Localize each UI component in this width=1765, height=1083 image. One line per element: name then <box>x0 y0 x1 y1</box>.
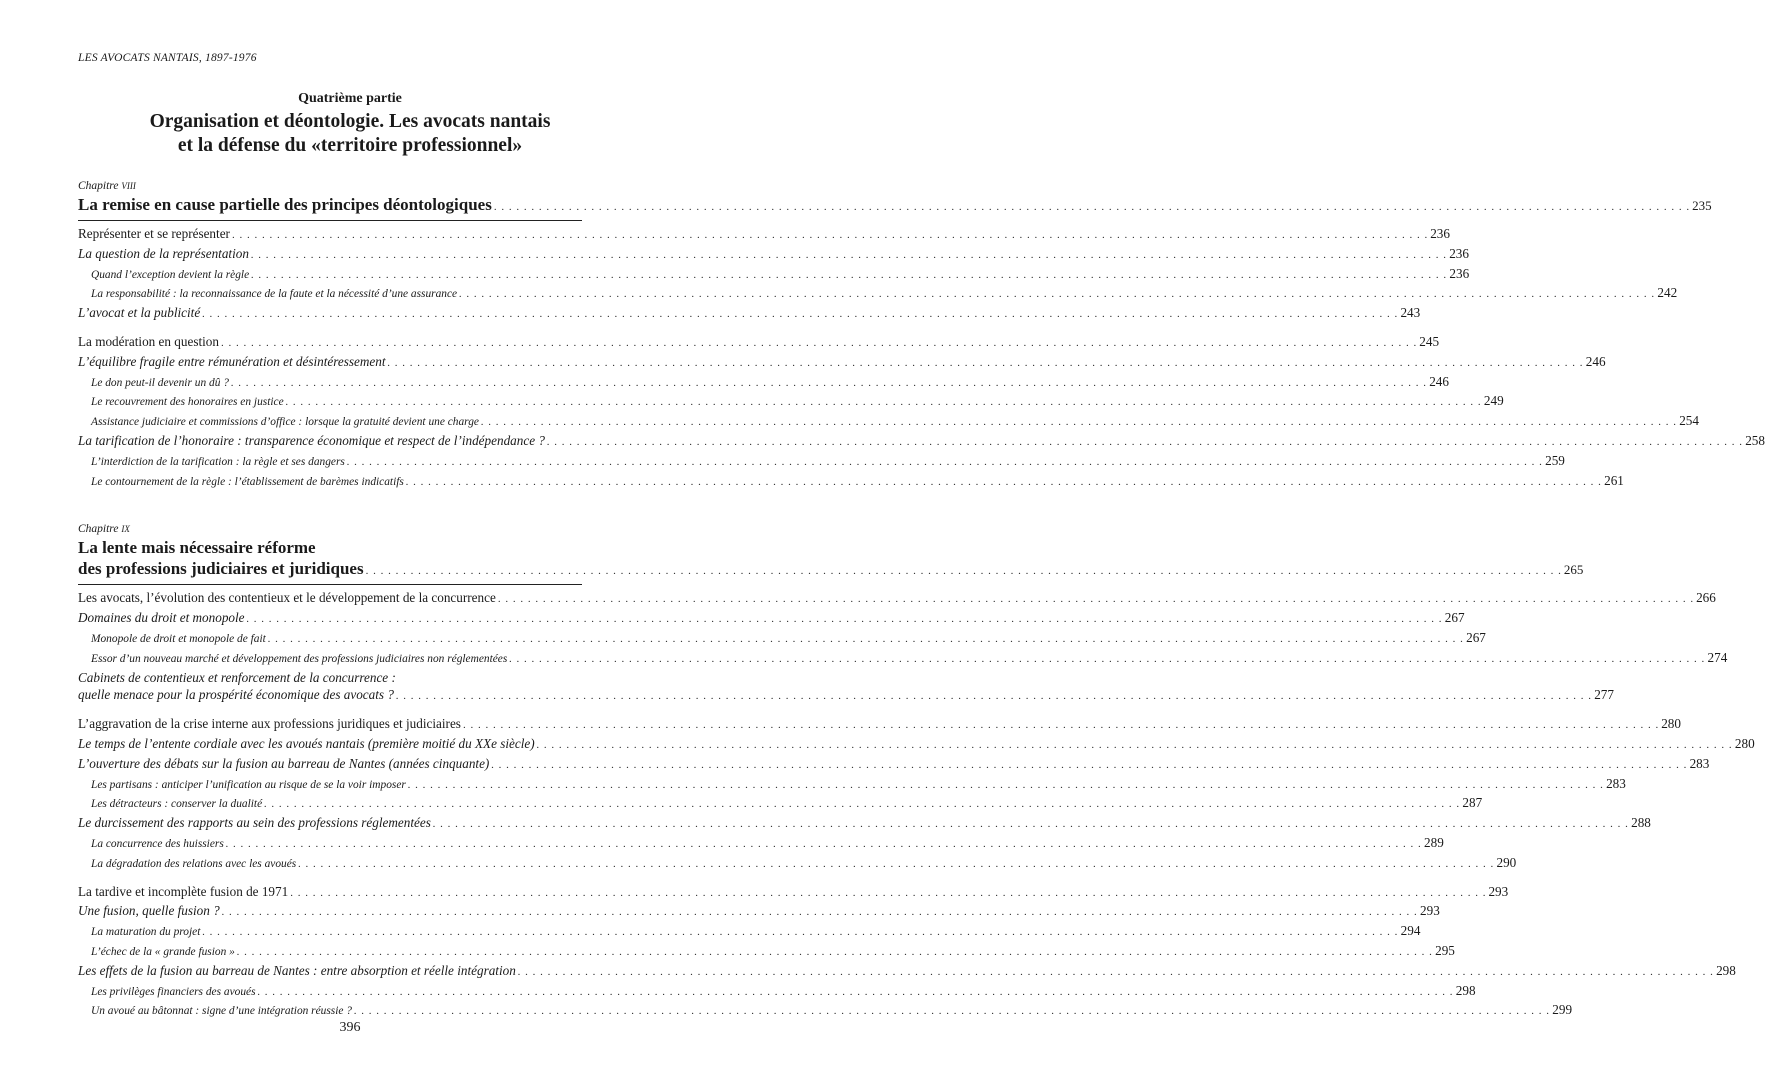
toc-entry-level-3[interactable] <box>78 922 1421 942</box>
toc-entry-level-2[interactable] <box>78 755 1710 775</box>
entry-title: La responsabilité : la reconnaissance de la faute et la nécessité d’une assurance <box>91 288 458 301</box>
entry-page: 258 <box>1745 432 1765 448</box>
toc-entry-level-1[interactable] <box>78 225 1450 245</box>
entry-title: L’échec de la « grande fusion » <box>91 945 235 958</box>
entry-title: La modération en question <box>78 333 219 349</box>
entry-title: Les détracteurs : conserver la dualité <box>91 798 263 811</box>
entry-title: Le recouvrement des honoraires en justice <box>91 396 284 409</box>
chapter-numeral: VIII <box>121 181 136 191</box>
entry-title: Un avoué au bâtonnat : signe d’une intégration réussie ? <box>91 1005 353 1018</box>
chapter-label <box>78 521 582 537</box>
toc-entry-level-3[interactable] <box>78 472 1624 492</box>
toc-entry-line: Cabinets de contentieux et renforcement de la concurrence : <box>78 669 396 685</box>
entry-page: 293 <box>1488 883 1509 899</box>
entry-page: 277 <box>1594 687 1614 703</box>
entry-title: L’ouverture des débats sur la fusion au barreau de Nantes (années cinquante) <box>78 755 490 771</box>
dot-leader: . . . . . . . . . . . . . . . . . . . . . . . . . . . . . . . . . . . . . . . . . . . . . . . . . . . . . . . . . . . . . . . . . . . . . . . . . . . . . . . . . . . . . . . . . . . . . . . . . . . . . . . . . . . . . . . . . . . . . . . . . . . . . . . . . . . . . . . . . . . . . . . . . . . . . . . . . . . . . . . . <box>462 719 1660 732</box>
dot-leader: . . . . . . . . . . . . . . . . . . . . . . . . . . . . . . . . . . . . . . . . . . . . . . . . . . . . . . . . . . . . . . . . . . . . . . . . . . . . . . . . . . . . . . . . . . . . . . . . . . . . . . . . . . . . . . . . . . . . . . . . . . . . . . . . . . . . . . . . . . . . . . . . . . . . . . . . . . . . . . . . <box>459 288 1656 301</box>
part-title <box>100 110 600 158</box>
entry-title: L’aggravation de la crise interne aux professions juridiques et judiciaires <box>78 716 461 732</box>
entry-page: 288 <box>1631 815 1651 831</box>
dot-leader: . . . . . . . . . . . . . . . . . . . . . . . . . . . . . . . . . . . . . . . . . . . . . . . . . . . . . . . . . . . . . . . . . . . . . . . . . . . . . . . . . . . . . . . . . . . . . . . . . . . . . . . . . . . . . . . . . . . . . . . . . . . . . . . . . . . . . . . . . . . . . . . . . . . . . . . . . . . . . . . . <box>267 632 1465 645</box>
entry-title: La remise en cause partielle des principes déontologiques <box>78 195 492 214</box>
entry-page: 280 <box>1661 716 1681 732</box>
chapter-rule <box>78 220 582 221</box>
dot-leader: . . . . . . . . . . . . . . . . . . . . . . . . . . . . . . . . . . . . . . . . . . . . . . . . . . . . . . . . . . . . . . . . . . . . . . . . . . . . . . . . . . . . . . . . . . . . . . . . . . . . . . . . . . . . . . . . . . . . . . . . . . . . . . . . . . . . . . . . . . . . . . . . . . . . . . . . . . . . . . . . <box>298 857 1495 870</box>
toc-entry-level-2[interactable] <box>78 735 1755 755</box>
dot-leader: . . . . . . . . . . . . . . . . . . . . . . . . . . . . . . . . . . . . . . . . . . . . . . . . . . . . . . . . . . . . . . . . . . . . . . . . . . . . . . . . . . . . . . . . . . . . . . . . . . . . . . . . . . . . . . . . . . . . . . . . . . . . . . . . . . . . . . . . . . . . . . . . . . . . . . . . . . . . . . . . <box>536 738 1733 751</box>
entry-page: 294 <box>1400 923 1421 939</box>
toc-entry-level-3[interactable] <box>78 649 1728 669</box>
section-spacer <box>78 874 582 883</box>
entry-page: 236 <box>1430 226 1450 241</box>
entry-title: quelle menace pour la prospérité économique des avocats ? <box>78 687 394 703</box>
dot-leader: . . . . . . . . . . . . . . . . . . . . . . . . . . . . . . . . . . . . . . . . . . . . . . . . . . . . . . . . . . . . . . . . . . . . . . . . . . . . . . . . . . . . . . . . . . . . . . . . . . . . . . . . . . . . . . . . . . . . . . . . . . . . . . . . . . . . . . . . . . . . . . . . . . . . . . . . . . . . . . . . <box>509 652 1706 665</box>
entry-title: Le contournement de la règle : l’établissement de barèmes indicatifs <box>91 475 404 488</box>
dot-leader: . . . . . . . . . . . . . . . . . . . . . . . . . . . . . . . . . . . . . . . . . . . . . . . . . . . . . . . . . . . . . . . . . . . . . . . . . . . . . . . . . . . . . . . . . . . . . . . . . . . . . . . . . . . . . . . . . . . . . . . . . . . . . . . . . . . . . . . . . . . . . . . . . . . . . . . . . . . . . . . . <box>202 926 1399 939</box>
chapter-rule <box>78 584 582 585</box>
entry-page: 259 <box>1545 452 1565 468</box>
entry-title: La concurrence des huissiers <box>91 837 224 850</box>
entry-title: Assistance judiciaire et commissions d’office : lorsque la gratuité devient une charge <box>91 416 479 429</box>
entry-page: 287 <box>1462 795 1483 811</box>
entry-title: La tardive et incomplète fusion de 1971 <box>78 883 289 899</box>
page-number: 396 <box>339 1020 361 1035</box>
entry-page: 283 <box>1689 755 1710 771</box>
toc-entry-level-3[interactable] <box>78 629 1486 649</box>
dot-leader: . . . . . . . . . . . . . . . . . . . . . . . . . . . . . . . . . . . . . . . . . . . . . . . . . . . . . . . . . . . . . . . . . . . . . . . . . . . . . . . . . . . . . . . . . . . . . . . . . . . . . . . . . . . . . . . . . . . . . . . . . . . . . . . . . . . . . . . . . . . . . . . . . . . . . . . . . . . . . . . . <box>251 268 1448 281</box>
entry-page: 236 <box>1449 245 1469 261</box>
dot-leader: . . . . . . . . . . . . . . . . . . . . . . . . . . . . . . . . . . . . . . . . . . . . . . . . . . . . . . . . . . . . . . . . . . . . . . . . . . . . . . . . . . . . . . . . . . . . . . . . . . . . . . . . . . . . . . . . . . . . . . . . . . . . . . . . . . . . . . . . . . . . . . . . . . . . . . . . . . . . . . . . <box>236 945 1434 958</box>
entry-page: 265 <box>1563 562 1584 578</box>
entry-title: Les privilèges financiers des avoués <box>91 985 256 998</box>
dot-leader: . . . . . . . . . . . . . . . . . . . . . . . . . . . . . . . . . . . . . . . . . . . . . . . . . . . . . . . . . . . . . . . . . . . . . . . . . . . . . . . . . . . . . . . . . . . . . . . . . . . . . . . . . . . . . . . . . . . . . . . . . . . . . . . . . . . . . . . . . . . . . . . . . . . . . . . . . . . . . . . . <box>202 308 1399 321</box>
dot-leader: . . . . . . . . . . . . . . . . . . . . . . . . . . . . . . . . . . . . . . . . . . . . . . . . . . . . . . . . . . . . . . . . . . . . . . . . . . . . . . . . . . . . . . . . . . . . . . . . . . . . . . . . . . . . . . . . . . . . . . . . . . . . . . . . . . . . . . . . . . . . . . . . . . . . . . . . . . . . . . . . <box>225 837 1423 850</box>
entry-page: 243 <box>1400 305 1421 321</box>
entry-page: 267 <box>1466 629 1486 645</box>
toc-entry-level-2[interactable] <box>78 304 1421 324</box>
entry-title: Les partisans : anticiper l’unification au risque de se la voir imposer <box>91 778 406 791</box>
entry-page: 295 <box>1435 942 1455 958</box>
toc-entry-level-3[interactable] <box>78 834 1444 854</box>
dot-leader: . . . . . . . . . . . . . . . . . . . . . . . . . . . . . . . . . . . . . . . . . . . . . . . . . . . . . . . . . . . . . . . . . . . . . . . . . . . . . . . . . . . . . . . . . . . . . . . . . . . . . . . . . . . . . . . . . . . . . . . . . . . . . . . . . . . . . . . . . . . . . . . . . . . . . . . . . . . . . . . . <box>221 906 1419 919</box>
toc-entry-level-1[interactable] <box>78 589 1716 609</box>
chapter-title[interactable] <box>78 194 1712 218</box>
dot-leader: . . . . . . . . . . . . . . . . . . . . . . . . . . . . . . . . . . . . . . . . . . . . . . . . . . . . . . . . . . . . . . . . . . . . . . . . . . . . . . . . . . . . . . . . . . . . . . . . . . . . . . . . . . . . . . . . . . . . . . . . . . . . . . . . . . . . . . . . . . . . . . . . . . . . . . . . . . . . . . . . <box>432 818 1630 831</box>
entry-title: Les avocats, l’évolution des contentieux et le développement de la concurrence <box>78 590 496 606</box>
dot-leader: . . . . . . . . . . . . . . . . . . . . . . . . . . . . . . . . . . . . . . . . . . . . . . . . . . . . . . . . . . . . . . . . . . . . . . . . . . . . . . . . . . . . . . . . . . . . . . . . . . . . . . . . . . . . . . . . . . . . . . . . . . . . . . . . . . . . . . . . . . . . . . . . . . . . . . . . . . . . . . . . <box>264 798 1461 811</box>
toc-entry-level-2[interactable] <box>78 353 1606 373</box>
part-label: Quatrième partie <box>298 91 402 106</box>
chapter-label-text: Chapitre <box>78 180 122 192</box>
toc-entry-level-2[interactable] <box>78 962 1736 982</box>
entry-title: Le durcissement des rapports au sein des professions réglementées <box>78 815 431 831</box>
toc-entry-level-3[interactable] <box>78 373 1449 393</box>
entry-page: 299 <box>1552 1002 1573 1018</box>
entry-title: Le don peut-il devenir un dû ? <box>91 376 229 389</box>
entry-title: La tarification de l’honoraire : transparence économique et respect de l’indépendance ? <box>78 432 545 448</box>
entry-page: 266 <box>1696 590 1716 606</box>
entry-page: 298 <box>1716 962 1736 978</box>
toc-entry-level-3[interactable] <box>78 1001 1573 1021</box>
entry-page: 254 <box>1679 413 1699 429</box>
entry-page: 280 <box>1734 735 1755 751</box>
toc-entry-level-3[interactable] <box>78 775 1626 795</box>
dot-leader: . . . . . . . . . . . . . . . . . . . . . . . . . . . . . . . . . . . . . . . . . . . . . . . . . . . . . . . . . . . . . . . . . . . . . . . . . . . . . . . . . . . . . . . . . . . . . . . . . . . . . . . . . . . . . . . . . . . . . . . . . . . . . . . . . . . . . . . . . . . . . . . . . . . . . . . . . . . . . . . . <box>405 475 1603 488</box>
entry-title: Une fusion, quelle fusion ? <box>78 903 220 919</box>
toc-entry-level-2[interactable] <box>78 902 1440 922</box>
entry-title: Le temps de l’entente cordiale avec les avoués nantais (première moitié du XXe siècle) <box>78 735 535 751</box>
entry-page: 274 <box>1707 649 1728 665</box>
toc-entry-level-2[interactable] <box>78 686 1614 706</box>
entry-page: 246 <box>1585 353 1606 369</box>
dot-leader: . . . . . . . . . . . . . . . . . . . . . . . . . . . . . . . . . . . . . . . . . . . . . . . . . . . . . . . . . . . . . . . . . . . . . . . . . . . . . . . . . . . . . . . . . . . . . . . . . . . . . . . . . . . . . . . . . . . . . . . . . . . . . . . . . . . . . . . . . . . . . . . . . . . . . . . . . . . . . . . . <box>221 336 1418 349</box>
toc-entry-level-3[interactable] <box>78 452 1565 472</box>
entry-page: 235 <box>1692 198 1712 213</box>
toc-entry-level-3[interactable] <box>78 284 1678 304</box>
dot-leader: . . . . . . . . . . . . . . . . . . . . . . . . . . . . . . . . . . . . . . . . . . . . . . . . . . . . . . . . . . . . . . . . . . . . . . . . . . . . . . . . . . . . . . . . . . . . . . . . . . . . . . . . . . . . . . . . . . . . . . . . . . . . . . . . . . . . . . . . . . . . . . . . . . . . . . . . . . . . . . . . <box>354 1005 1551 1018</box>
dot-leader: . . . . . . . . . . . . . . . . . . . . . . . . . . . . . . . . . . . . . . . . . . . . . . . . . . . . . . . . . . . . . . . . . . . . . . . . . . . . . . . . . . . . . . . . . . . . . . . . . . . . . . . . . . . . . . . . . . . . . . . . . . . . . . . . . . . . . . . . . . . . . . . . . . . . . . . . . . . . . . . . <box>395 690 1593 703</box>
entry-title: L’interdiction de la tarification : la règle et ses dangers <box>91 455 345 468</box>
section-spacer <box>78 324 582 333</box>
dot-leader: . . . . . . . . . . . . . . . . . . . . . . . . . . . . . . . . . . . . . . . . . . . . . . . . . . . . . . . . . . . . . . . . . . . . . . . . . . . . . . . . . . . . . . . . . . . . . . . . . . . . . . . . . . . . . . . . . . . . . . . . . . . . . . . . . . . . . . . . . . . . . . . . . . . . . . . . . . . . . . . . <box>346 455 1544 468</box>
dot-leader: . . . . . . . . . . . . . . . . . . . . . . . . . . . . . . . . . . . . . . . . . . . . . . . . . . . . . . . . . . . . . . . . . . . . . . . . . . . . . . . . . . . . . . . . . . . . . . . . . . . . . . . . . . . . . . . . . . . . . . . . . . . . . . . . . . . . . . . . . . . . . . . . . . . . . . . . . . . . . . . . <box>491 758 1688 771</box>
table-of-contents <box>78 178 1765 1021</box>
entry-page: 298 <box>1455 982 1476 998</box>
dot-leader: . . . . . . . . . . . . . . . . . . . . . . . . . . . . . . . . . . . . . . . . . . . . . . . . . . . . . . . . . . . . . . . . . . . . . . . . . . . . . . . . . . . . . . . . . . . . . . . . . . . . . . . . . . . . . . . . . . . . . . . . . . . . . . . . . . . . . . . . . . . . . . . . . . . . . . . . . . . . . . . . <box>546 435 1744 448</box>
entry-title: Représenter et se représenter <box>78 226 230 241</box>
entry-page: 249 <box>1483 393 1504 409</box>
entry-page: 267 <box>1444 610 1465 626</box>
toc-entry-level-3[interactable] <box>78 412 1699 432</box>
dot-leader: . . . . . . . . . . . . . . . . . . . . . . . . . . . . . . . . . . . . . . . . . . . . . . . . . . . . . . . . . . . . . . . . . . . . . . . . . . . . . . . . . . . . . . . . . . . . . . . . . . . . . . . . . . . . . . . . . . . . . . . . . . . . . . . . . . . . . . . . . . . . . . . . . . . . . . . . . . . . . . . . <box>231 229 1429 241</box>
entry-title: La question de la représentation <box>78 245 249 261</box>
chapter-numeral: IX <box>121 524 130 535</box>
dot-leader: . . . . . . . . . . . . . . . . . . . . . . . . . . . . . . . . . . . . . . . . . . . . . . . . . . . . . . . . . . . . . . . . . . . . . . . . . . . . . . . . . . . . . . . . . . . . . . . . . . . . . . . . . . . . . . . . . . . . . . . . . . . . . . . . . . . . . . . . . . . . . . . . . . . . . . . . . . . . . . . . <box>407 778 1605 791</box>
part-title-line-1: Organisation et déontologie. Les avocats nantais <box>149 111 551 132</box>
toc-entry-level-3[interactable] <box>78 942 1455 962</box>
toc-entry-level-1[interactable] <box>78 715 1681 735</box>
dot-leader: . . . . . . . . . . . . . . . . . . . . . . . . . . . . . . . . . . . . . . . . . . . . . . . . . . . . . . . . . . . . . . . . . . . . . . . . . . . . . . . . . . . . . . . . . . . . . . . . . . . . . . . . . . . . . . . . . . . . . . . . . . . . . . . . . . . . . . . . . . . . . . . . . . . . . . . . . . . . . . . . <box>246 613 1443 626</box>
dot-leader: . . . . . . . . . . . . . . . . . . . . . . . . . . . . . . . . . . . . . . . . . . . . . . . . . . . . . . . . . . . . . . . . . . . . . . . . . . . . . . . . . . . . . . . . . . . . . . . . . . . . . . . . . . . . . . . . . . . . . . . . . . . . . . . . . . . . . . . . . . . . . . . . . . . . . . . . . . . . . . . . <box>230 376 1428 389</box>
dot-leader: . . . . . . . . . . . . . . . . . . . . . . . . . . . . . . . . . . . . . . . . . . . . . . . . . . . . . . . . . . . . . . . . . . . . . . . . . . . . . . . . . . . . . . . . . . . . . . . . . . . . . . . . . . . . . . . . . . . . . . . . . . . . . . . . . . . . . . . . . . . . . . . . . . . . . . . . . . . . . . . . <box>365 565 1562 578</box>
toc-entry-level-2[interactable] <box>78 814 1651 834</box>
toc-entry-level-2[interactable] <box>78 432 1765 452</box>
entry-title: des professions judiciaires et juridiques <box>78 559 364 579</box>
dot-leader: . . . . . . . . . . . . . . . . . . . . . . . . . . . . . . . . . . . . . . . . . . . . . . . . . . . . . . . . . . . . . . . . . . . . . . . . . . . . . . . . . . . . . . . . . . . . . . . . . . . . . . . . . . . . . . . . . . . . . . . . . . . . . . . . . . . . . . . . . . . . . . . . . . . . . . . . . . . . . . . . <box>250 248 1448 261</box>
toc-entry-level-1[interactable] <box>78 883 1509 903</box>
chapter-title-line: La lente mais nécessaire réforme <box>78 538 316 558</box>
dot-leader: . . . . . . . . . . . . . . . . . . . . . . . . . . . . . . . . . . . . . . . . . . . . . . . . . . . . . . . . . . . . . . . . . . . . . . . . . . . . . . . . . . . . . . . . . . . . . . . . . . . . . . . . . . . . . . . . . . . . . . . . . . . . . . . . . . . . . . . . . . . . . . . . . . . . . . . . . . . . . . . . <box>517 965 1715 978</box>
entry-page: 246 <box>1429 373 1449 389</box>
entry-title: Essor d’un nouveau marché et développement des professions judiciaires non réglementées <box>91 652 508 665</box>
entry-page: 236 <box>1449 265 1470 281</box>
entry-page: 242 <box>1657 285 1678 301</box>
toc-entry-level-3[interactable] <box>78 794 1483 814</box>
running-head: LES AVOCATS NANTAIS, 1897-1976 <box>78 52 257 64</box>
dot-leader: . . . . . . . . . . . . . . . . . . . . . . . . . . . . . . . . . . . . . . . . . . . . . . . . . . . . . . . . . . . . . . . . . . . . . . . . . . . . . . . . . . . . . . . . . . . . . . . . . . . . . . . . . . . . . . . . . . . . . . . . . . . . . . . . . . . . . . . . . . . . . . . . . . . . . . . . . . . . . . . . <box>257 985 1454 998</box>
chapter-label-text: Chapitre <box>78 523 122 536</box>
dot-leader: . . . . . . . . . . . . . . . . . . . . . . . . . . . . . . . . . . . . . . . . . . . . . . . . . . . . . . . . . . . . . . . . . . . . . . . . . . . . . . . . . . . . . . . . . . . . . . . . . . . . . . . . . . . . . . . . . . . . . . . . . . . . . . . . . . . . . . . . . . . . . . . . . . . . . . . . . . . . . . . . <box>497 593 1695 606</box>
entry-title: L’équilibre fragile entre rémunération et désintéressement <box>78 353 386 369</box>
entry-page: 283 <box>1606 775 1626 791</box>
section-spacer <box>78 706 582 715</box>
dot-leader: . . . . . . . . . . . . . . . . . . . . . . . . . . . . . . . . . . . . . . . . . . . . . . . . . . . . . . . . . . . . . . . . . . . . . . . . . . . . . . . . . . . . . . . . . . . . . . . . . . . . . . . . . . . . . . . . . . . . . . . . . . . . . . . . . . . . . . . . . . . . . . . . . . . . . . . . . . . . . . . . <box>480 416 1678 429</box>
entry-title: La maturation du projet <box>91 926 201 939</box>
toc-entry-level-1[interactable] <box>78 333 1440 353</box>
part-title-line-2: et la défense du «territoire professionnel» <box>177 135 523 156</box>
toc-entry-level-3[interactable] <box>78 265 1470 285</box>
toc-entry-level-2[interactable] <box>78 245 1469 265</box>
toc-entry-level-3[interactable] <box>78 392 1504 412</box>
entry-title: La dégradation des relations avec les avoués <box>91 857 297 870</box>
toc-entry-level-2[interactable] <box>78 609 1465 629</box>
entry-page: 290 <box>1496 854 1517 870</box>
entry-page: 245 <box>1419 333 1440 349</box>
toc-entry-level-3[interactable] <box>78 982 1476 1002</box>
entry-title: Quand l’exception devient la règle <box>91 268 250 281</box>
chapter-title[interactable] <box>78 558 1584 582</box>
entry-title: Les effets de la fusion au barreau de Nantes : entre absorption et réelle intégration <box>78 962 516 978</box>
entry-title: L’avocat et la publicité <box>78 305 201 321</box>
chapter-spacer <box>78 491 582 521</box>
chapter-label <box>78 178 582 194</box>
dot-leader: . . . . . . . . . . . . . . . . . . . . . . . . . . . . . . . . . . . . . . . . . . . . . . . . . . . . . . . . . . . . . . . . . . . . . . . . . . . . . . . . . . . . . . . . . . . . . . . . . . . . . . . . . . . . . . . . . . . . . . . . . . . . . . . . . . . . . . . . . . . . . . . . . . . . . . . . . . . . . . . . <box>387 356 1584 369</box>
entry-page: 293 <box>1420 903 1440 919</box>
entry-title: Monopole de droit et monopole de fait <box>91 632 266 645</box>
entry-page: 289 <box>1424 834 1444 850</box>
dot-leader: . . . . . . . . . . . . . . . . . . . . . . . . . . . . . . . . . . . . . . . . . . . . . . . . . . . . . . . . . . . . . . . . . . . . . . . . . . . . . . . . . . . . . . . . . . . . . . . . . . . . . . . . . . . . . . . . . . . . . . . . . . . . . . . . . . . . . . . . . . . . . . . . . . . . . . . . . . . . . . . . <box>290 886 1487 899</box>
entry-title: Domaines du droit et monopole <box>78 610 245 626</box>
entry-page: 261 <box>1604 472 1624 488</box>
toc-entry-level-3[interactable] <box>78 854 1517 874</box>
dot-leader: . . . . . . . . . . . . . . . . . . . . . . . . . . . . . . . . . . . . . . . . . . . . . . . . . . . . . . . . . . . . . . . . . . . . . . . . . . . . . . . . . . . . . . . . . . . . . . . . . . . . . . . . . . . . . . . . . . . . . . . . . . . . . . . . . . . . . . . . . . . . . . . . . . . . . . . . . . . . . . . . <box>493 201 1691 213</box>
dot-leader: . . . . . . . . . . . . . . . . . . . . . . . . . . . . . . . . . . . . . . . . . . . . . . . . . . . . . . . . . . . . . . . . . . . . . . . . . . . . . . . . . . . . . . . . . . . . . . . . . . . . . . . . . . . . . . . . . . . . . . . . . . . . . . . . . . . . . . . . . . . . . . . . . . . . . . . . . . . . . . . . <box>285 396 1482 409</box>
